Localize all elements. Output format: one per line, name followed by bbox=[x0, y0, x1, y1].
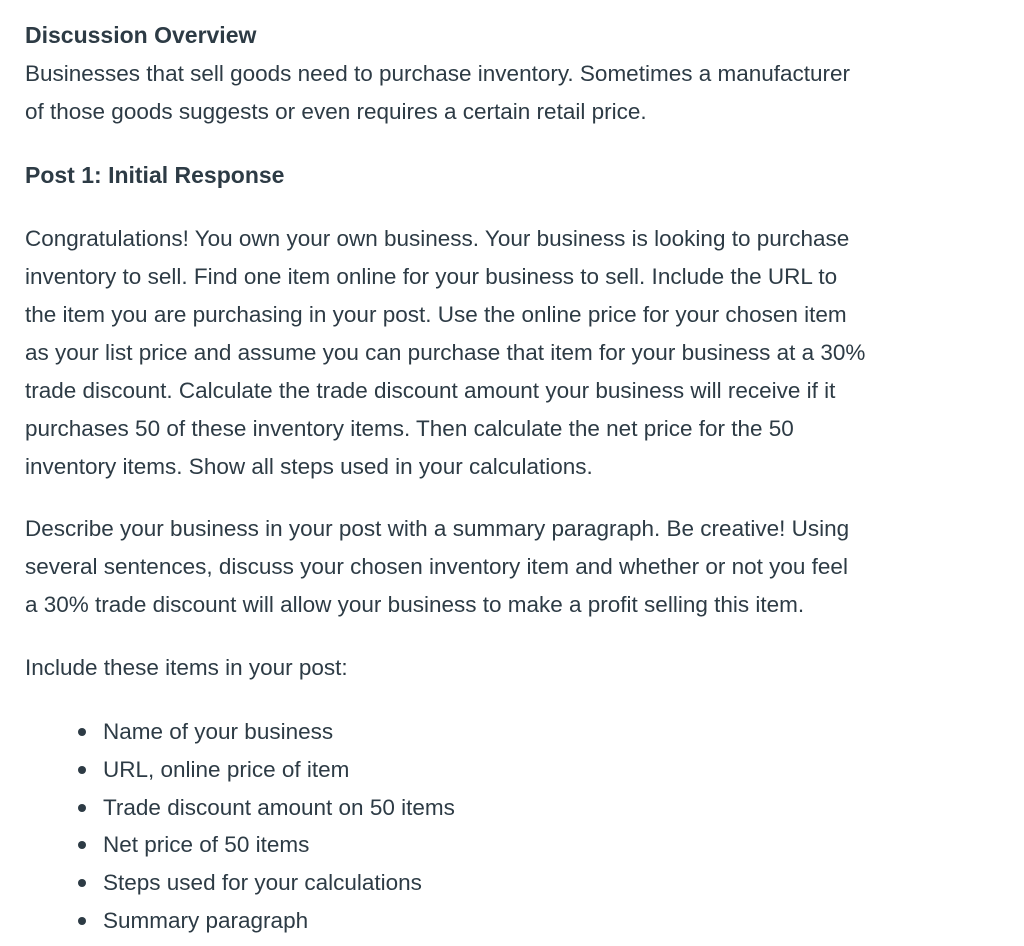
paragraph-line: inventory to sell. Find one item online for your business to sell. Include the URL to bbox=[25, 264, 838, 289]
bullet-icon bbox=[78, 804, 86, 812]
list-item bbox=[25, 713, 925, 751]
include-items-list bbox=[25, 713, 925, 940]
overview-text bbox=[25, 55, 1015, 131]
paragraph-line: the item you are purchasing in your post. Use the online price for your chosen item bbox=[25, 302, 847, 327]
post1-paragraph-2 bbox=[25, 510, 1015, 624]
overview-line: of those goods suggests or even requires a certain retail price. bbox=[25, 99, 647, 124]
paragraph-line: several sentences, discuss your chosen inventory item and whether or not you feel bbox=[25, 554, 848, 579]
list-item bbox=[25, 826, 925, 864]
list-item-label: Summary paragraph bbox=[103, 907, 309, 933]
list-item-label: Net price of 50 items bbox=[103, 832, 310, 858]
bullet-icon bbox=[78, 766, 86, 774]
list-item bbox=[25, 902, 925, 940]
list-item-label: Name of your business bbox=[103, 719, 334, 744]
paragraph-line: as your list price and assume you can purchase that item for your business at a 30% bbox=[25, 340, 866, 365]
paragraph-line: Congratulations! You own your own business. Your business is looking to purchase bbox=[25, 226, 850, 251]
list-item-label: Steps used for your calculations bbox=[103, 870, 422, 896]
paragraph-line: purchases 50 of these inventory items. Then calculate the net price for the 50 bbox=[25, 416, 794, 441]
include-intro: Include these items in your post: bbox=[25, 655, 348, 680]
bullet-icon bbox=[78, 728, 86, 736]
list-item bbox=[25, 751, 925, 789]
paragraph-line: a 30% trade discount will allow your business to make a profit selling this item. bbox=[25, 592, 805, 617]
list-item bbox=[25, 864, 925, 902]
list-item-label: URL, online price of item bbox=[103, 756, 350, 782]
overview-heading: Discussion Overview bbox=[25, 22, 257, 48]
paragraph-line: Describe your business in your post with a summary paragraph. Be creative! Using bbox=[25, 516, 850, 541]
paragraph-line: trade discount. Calculate the trade discount amount your business will receive if it bbox=[25, 378, 836, 403]
post1-heading: Post 1: Initial Response bbox=[25, 162, 285, 188]
overview-line: Businesses that sell goods need to purchase inventory. Sometimes a manufacturer bbox=[25, 61, 851, 86]
bullet-icon bbox=[78, 841, 86, 849]
bullet-icon bbox=[78, 879, 86, 887]
paragraph-line: inventory items. Show all steps used in your calculations. bbox=[25, 454, 593, 479]
post1-paragraph-1 bbox=[25, 220, 1015, 486]
list-item-label: Trade discount amount on 50 items bbox=[103, 794, 455, 820]
list-item bbox=[25, 789, 925, 827]
bullet-icon bbox=[78, 917, 86, 925]
